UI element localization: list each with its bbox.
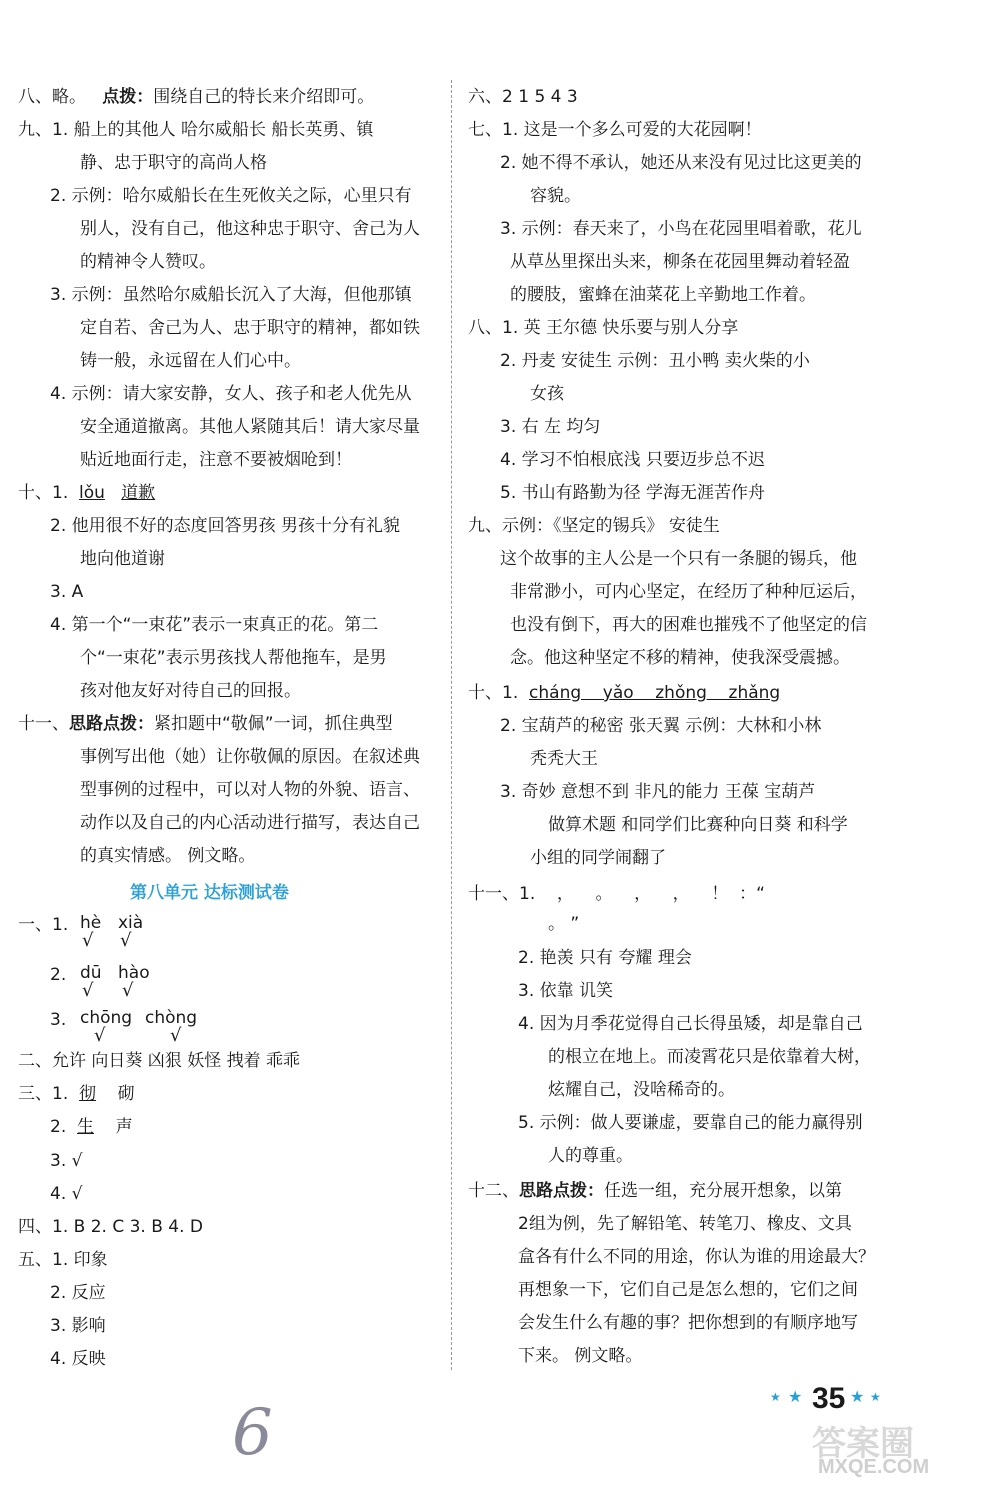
answer-line: 五、1. 印象 xyxy=(18,1250,108,1270)
answer-line: 定自若、舍己为人、忠于职守的精神，都如铁 xyxy=(80,318,420,338)
check-mark: √ xyxy=(122,980,134,1001)
word: 道歉 xyxy=(121,483,156,503)
answer-line: 3. 右 左 均匀 xyxy=(500,417,601,437)
answer-line: 3. 示例：虽然哈尔威船长沉入了大海，但他那镇 xyxy=(50,285,412,305)
item-number: 十二、 xyxy=(468,1181,519,1201)
answer-line: 容貌。 xyxy=(530,186,581,206)
answer-line: 动作以及自己的内心活动进行描写，表达自己 xyxy=(80,813,420,833)
answer-line: 的根立在地上。而凌霄花只是依靠着大树， xyxy=(548,1047,871,1067)
hint-label: 点拨： xyxy=(102,87,154,107)
pinyin: dū xyxy=(80,963,102,983)
handwritten-mark: 6 xyxy=(232,1396,273,1470)
answer-line: 2. 反应 xyxy=(50,1283,106,1303)
word: 声 xyxy=(115,1117,133,1137)
answer-line: 4. √ xyxy=(50,1184,83,1204)
pinyin: hào xyxy=(118,963,150,983)
answer-line: 二、允许 向日葵 凶狠 妖怪 拽着 乖乖 xyxy=(18,1051,301,1071)
answer-line: 5. 书山有路勤为径 学海无涯苦作舟 xyxy=(500,483,766,503)
pinyin: lǒu xyxy=(79,483,105,503)
answer-11 xyxy=(18,713,393,735)
item-number: 2. xyxy=(50,965,67,985)
answer-line: 贴近地面行走，注意不要被烟呛到！ xyxy=(80,450,352,470)
hint-label: 思路点拨： xyxy=(519,1181,604,1201)
answer-line: 七、1. 这是一个多么可爱的大花园啊！ xyxy=(468,120,762,140)
pinyin: hè xyxy=(80,913,102,933)
answer-line: 九、1. 船上的其他人 哈尔威船长 船长英勇、镇 xyxy=(18,120,374,140)
word: 砌 xyxy=(117,1084,135,1104)
answer-text: 任选一组，充分展开想象，以第 xyxy=(604,1181,842,1201)
word: 生 xyxy=(77,1117,95,1137)
pinyin: cháng yǎo zhǒng zhǎng xyxy=(529,683,781,703)
answer-line: 会发生什么有趣的事？把你想到的有顺序地写 xyxy=(518,1313,858,1333)
answer-line: 3. 示例：春天来了，小鸟在花园里唱着歌，花儿 xyxy=(500,219,862,239)
star-icon: ★ xyxy=(870,1390,881,1404)
answer-line: 4. 因为月季花觉得自己长得虽矮，却是靠自己 xyxy=(518,1014,863,1034)
answer-line: 盒各有什么不同的用途，你认为谁的用途最大？ xyxy=(518,1247,875,1267)
answer-line: 4. 学习不怕根底浅 只要迈步总不迟 xyxy=(500,450,766,470)
answer-line: 静、忠于职守的高尚人格 xyxy=(80,153,267,173)
answer-line: 秃秃大王 xyxy=(530,749,598,769)
hint-label: 思路点拨： xyxy=(69,714,154,734)
answer-line: 别人，没有自己，他这种忠于职守、舍己为人 xyxy=(80,219,420,239)
answer-8 xyxy=(18,86,374,108)
answer-line: 个“一束花”表示男孩找人帮他拖车，是男 xyxy=(80,648,387,668)
pinyin: xià xyxy=(118,913,144,933)
answer-line: 炫耀自己，没啥稀奇的。 xyxy=(548,1080,735,1100)
word: 彻 xyxy=(79,1084,97,1104)
answer-line: 型事例的过程中，可以对人物的外貌、语言、 xyxy=(80,780,420,800)
answer-line: 这个故事的主人公是一个只有一条腿的锡兵，他 xyxy=(500,549,857,569)
item-number: 十一、 xyxy=(18,714,69,734)
answer-line: 2组为例，先了解铅笔、转笔刀、橡皮、文具 xyxy=(518,1214,852,1234)
answer-line: 女孩 xyxy=(530,384,564,404)
answer-line: 3. 影响 xyxy=(50,1316,106,1336)
check-mark: √ xyxy=(82,980,94,1001)
answer-text: 围绕自己的特长来介绍即可。 xyxy=(153,87,375,107)
answer-line: 念。他这种坚定不移的精神，使我深受震撼。 xyxy=(510,648,850,668)
answer-line: 再想象一下，它们自己是怎么想的，它们之间 xyxy=(518,1280,858,1300)
answer-line: 的腰肢，蜜蜂在油菜花上辛勤地工作着。 xyxy=(510,285,816,305)
answer-line: 六、2 1 5 4 3 xyxy=(468,87,578,107)
answer-line: 3. √ xyxy=(50,1151,83,1171)
answer-line: 3. A xyxy=(50,582,84,602)
answer-line: 2. 示例：哈尔威船长在生死攸关之际，心里只有 xyxy=(50,186,412,206)
answer-10-1 xyxy=(18,482,155,504)
answer-line: 孩对他友好对待自己的回报。 xyxy=(80,681,301,701)
answer-line: 从草丛里探出头来，柳条在花园里舞动着轻盈 xyxy=(510,252,850,272)
watermark-url: MXQE.COM xyxy=(818,1456,930,1478)
answer-line: 的真实情感。 例文略。 xyxy=(80,846,256,866)
answer-line: 也没有倒下，再大的困难也摧残不了他坚定的信 xyxy=(510,615,867,635)
answer-line: 非常渺小，可内心坚定，在经历了种种厄运后， xyxy=(510,582,867,602)
answer-line: 人的尊重。 xyxy=(548,1146,633,1166)
check-mark: √ xyxy=(82,930,94,951)
answer-3-1 xyxy=(18,1083,135,1105)
star-icon: ★ xyxy=(788,1387,803,1406)
check-mark: √ xyxy=(94,1025,106,1046)
answer-line: 4. 示例：请大家安静，女人、孩子和老人优先从 xyxy=(50,384,412,404)
page-number: 35 xyxy=(812,1382,846,1415)
item-number: 三、1. xyxy=(18,1084,69,1104)
answer-line: 5. 示例：做人要谦虚，要靠自己的能力赢得别 xyxy=(518,1113,863,1133)
answer-line: 安全通道撤离。其他人紧随其后！请大家尽量 xyxy=(80,417,420,437)
answer-line: 3. 依靠 讥笑 xyxy=(518,981,614,1001)
answer-line: 4. 第一个“一束花”表示一束真正的花。第二 xyxy=(50,615,379,635)
answer-line: 2. 艳羡 只有 夸耀 理会 xyxy=(518,948,692,968)
answer-line: 的精神令人赞叹。 xyxy=(80,252,216,272)
answer-line: 2. 宝葫芦的秘密 张天翼 示例：大林和小林 xyxy=(500,716,822,736)
item-number: 十、1. xyxy=(18,483,69,503)
answer-line: 事例写出他（她）让你敬佩的原因。在叙述典 xyxy=(80,747,420,767)
item-number: 十、1. xyxy=(468,683,519,703)
answer-line: 十一、1. ， 。 ， ， ！ ：“ xyxy=(468,884,765,904)
section-title: 第八单元 达标测试卷 xyxy=(130,883,289,903)
answer-3-2 xyxy=(50,1116,133,1138)
answer-line: 地向他道谢 xyxy=(80,549,165,569)
pinyin: chòng xyxy=(145,1008,198,1028)
column-divider xyxy=(451,80,452,1370)
answer-line: 2. 他用很不好的态度回答男孩 男孩十分有礼貌 xyxy=(50,516,401,536)
answer-line: 2. 她不得不承认，她还从来没有见过比这更美的 xyxy=(500,153,862,173)
answer-text: 紧扣题中“敬佩”一词，抓住典型 xyxy=(154,714,393,734)
answer-line: 下来。 例文略。 xyxy=(518,1346,643,1366)
star-icon: ★ xyxy=(770,1390,781,1404)
answer-line: 铸一般，永远留在人们心中。 xyxy=(80,351,301,371)
answer-line: 小组的同学闹翻了 xyxy=(530,848,666,868)
answer-line: 。 ” xyxy=(548,914,580,934)
answer-line: 八、1. 英 王尔德 快乐要与别人分享 xyxy=(468,318,739,338)
pinyin: chōng xyxy=(80,1008,133,1028)
answer-line: 九、示例：《坚定的锡兵》 安徒生 xyxy=(468,516,720,536)
item-number: 2. xyxy=(50,1117,67,1137)
answer-12 xyxy=(468,1180,842,1202)
answer-line: 做算术题 和同学们比赛种向日葵 和科学 xyxy=(548,815,848,835)
answer-line: 3. 奇妙 意想不到 非凡的能力 王葆 宝葫芦 xyxy=(500,782,816,802)
star-icon: ★ xyxy=(850,1387,865,1406)
item-number: 八、略。 xyxy=(18,87,86,107)
check-mark: √ xyxy=(120,930,132,951)
answer-line: 2. 丹麦 安徒生 示例：丑小鸭 卖火柴的小 xyxy=(500,351,810,371)
item-number: 一、1. xyxy=(18,915,69,935)
answer-line: 四、1. B 2. C 3. B 4. D xyxy=(18,1217,203,1237)
item-number: 3. xyxy=(50,1010,67,1030)
check-mark: √ xyxy=(170,1025,182,1046)
answer-line: 4. 反映 xyxy=(50,1349,106,1369)
watermark-logo: 答案圈 xyxy=(812,1425,914,1463)
answer-10-1 xyxy=(468,682,780,704)
